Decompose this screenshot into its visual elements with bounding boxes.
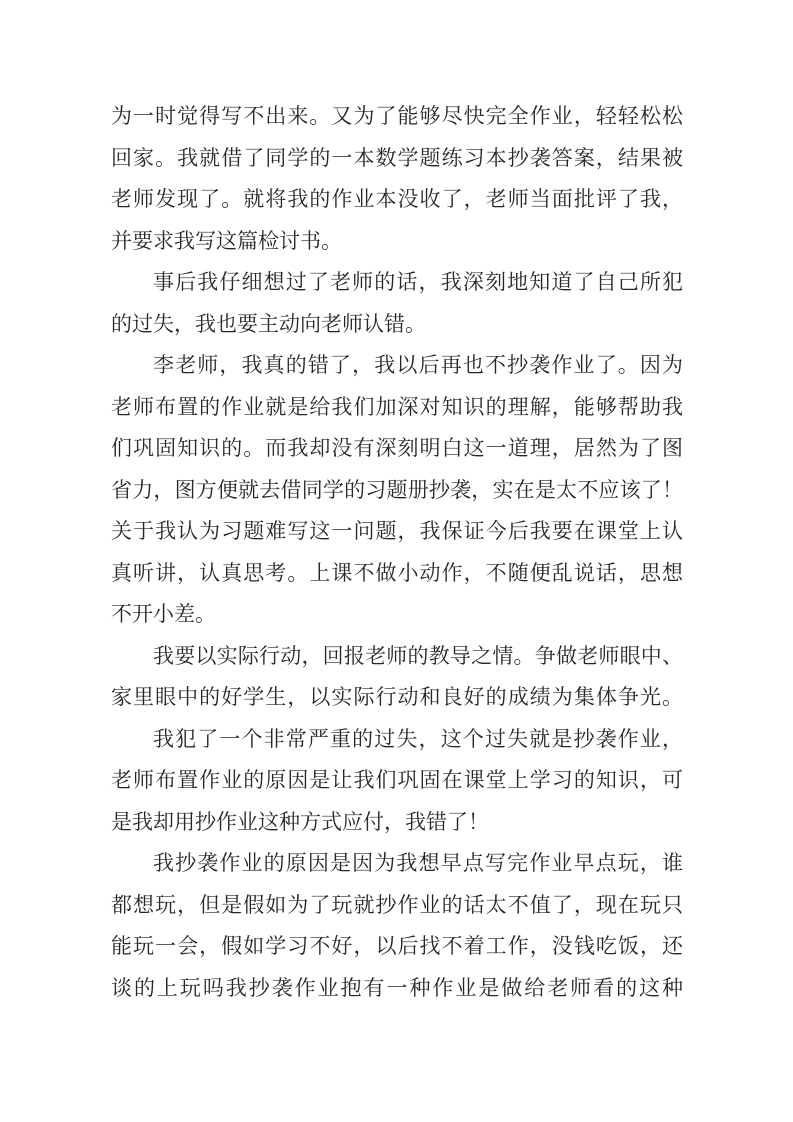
text-line: 并要求我写这篇检讨书。 xyxy=(111,228,342,253)
text-line: 不开小差。 xyxy=(111,602,216,626)
text-line: 为一时觉得写不出来。又为了能够尽快完全作业，轻轻松松 xyxy=(111,104,683,128)
text-line: 省力，图方便就去借同学的习题册抄袭，实在是太不应该了！ xyxy=(111,477,683,502)
text-line: 关于我认为习题难写这一问题，我保证今后我要在课堂上认 xyxy=(111,519,683,543)
document-text-body xyxy=(111,96,683,1009)
text-line: 老师布置的作业就是给我们加深对知识的理解，能够帮助我 xyxy=(111,394,683,419)
text-line: 们巩固知识的。而我却没有深刻明白这一道理，居然为了图 xyxy=(111,436,683,460)
text-line: 我犯了一个非常严重的过失，这个过失就是抄袭作业， xyxy=(153,726,683,751)
text-line: 事后我仔细想过了老师的话，我深刻地知道了自己所犯 xyxy=(153,270,683,294)
text-line: 真听讲，认真思考。上课不做小动作，不随便乱说话，思想 xyxy=(111,560,683,585)
text-line: 老师发现了。就将我的作业本没收了，老师当面批评了我， xyxy=(111,187,683,211)
text-line: 回家。我就借了同学的一本数学题练习本抄袭答案，结果被 xyxy=(111,145,683,170)
text-line: 李老师，我真的错了，我以后再也不抄袭作业了。因为 xyxy=(153,353,683,377)
text-line: 是我却用抄作业这种方式应付，我错了！ xyxy=(111,809,489,834)
text-line: 老师布置作业的原因是让我们巩固在课堂上学习的知识，可 xyxy=(111,768,683,792)
text-line: 能玩一会，假如学习不好，以后找不着工作，没钱吃饭，还 xyxy=(111,934,683,958)
text-line: 都想玩，但是假如为了玩就抄作业的话太不值了，现在玩只 xyxy=(111,892,683,917)
text-line: 家里眼中的好学生，以实际行动和良好的成绩为集体争光。 xyxy=(111,685,683,709)
text-line: 谈的上玩吗我抄袭作业抱有一种作业是做给老师看的这种 xyxy=(111,975,683,1000)
text-line: 我抄袭作业的原因是因为我想早点写完作业早点玩，谁 xyxy=(153,851,683,875)
text-line: 我要以实际行动，回报老师的教导之情。争做老师眼中、 xyxy=(153,643,683,668)
text-line: 的过失，我也要主动向老师认错。 xyxy=(111,311,426,336)
